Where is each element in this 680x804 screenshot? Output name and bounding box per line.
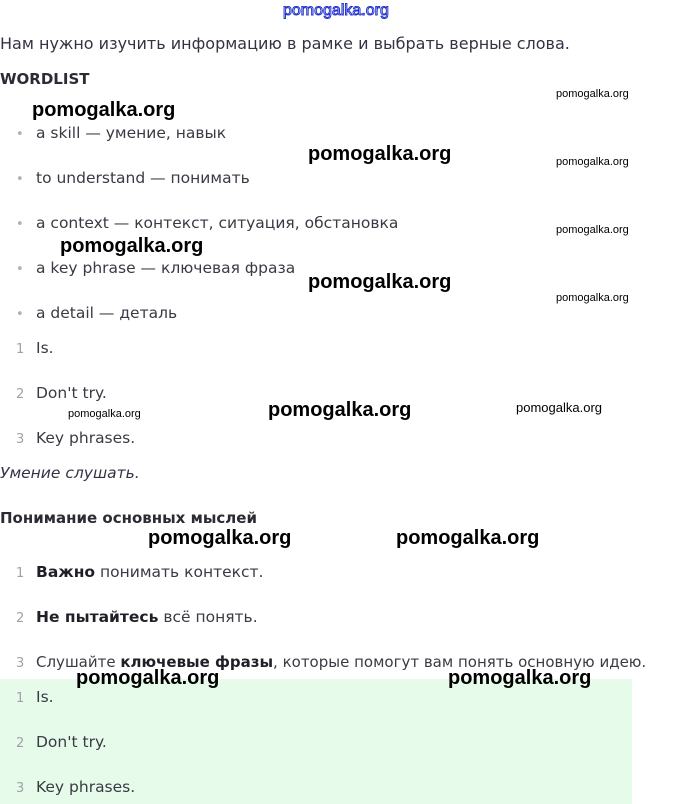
main-idea-item — [16, 608, 258, 626]
bullet-icon: • — [16, 307, 24, 322]
watermark-top: pomogalka.org — [283, 2, 389, 19]
wordlist-item — [16, 259, 295, 277]
watermark: pomogalka.org — [308, 271, 452, 293]
highlighted-answer-item — [16, 778, 135, 796]
bullet-icon: • — [16, 172, 24, 187]
wordlist-item — [16, 169, 250, 187]
item-number: 1 — [16, 566, 25, 581]
highlighted-answer-item — [16, 733, 107, 751]
watermark: pomogalka.org — [76, 667, 220, 689]
wordlist-item-text: a detail — деталь — [36, 304, 178, 322]
watermark: pomogalka.org — [308, 143, 452, 165]
watermark: pomogalka.org — [448, 667, 592, 689]
answer-text: Key phrases. — [36, 429, 136, 447]
intro-text: Нам нужно изучить информацию в рамке и выбрать верные слова. — [0, 34, 570, 53]
answer-number: 1 — [16, 342, 25, 357]
item-rest: всё понять. — [158, 608, 258, 626]
watermark: pomogalka.org — [556, 224, 629, 236]
item-rest: , которые помогут вам понять основную идею. — [273, 653, 647, 671]
watermark: pomogalka.org — [60, 235, 204, 257]
wordlist-item-text: a context — контекст, ситуация, обстановка — [36, 214, 399, 232]
watermark: pomogalka.org — [396, 527, 540, 549]
bullet-icon: • — [16, 127, 24, 142]
item-bold: Не пытайтесь — [36, 608, 159, 626]
answer-item — [16, 384, 107, 402]
main-idea-item — [16, 563, 263, 581]
watermark: pomogalka.org — [516, 400, 602, 415]
answer-text: Key phrases. — [36, 778, 136, 796]
wordlist-item — [16, 304, 177, 322]
wordlist-item-text: a key phrase — ключевая фраза — [36, 259, 296, 277]
bullet-icon: • — [16, 262, 24, 277]
answer-text: Don't try. — [36, 733, 107, 751]
watermark: pomogalka.org — [556, 156, 629, 168]
watermark: pomogalka.org — [268, 399, 412, 421]
answer-number: 2 — [16, 387, 25, 402]
watermark: pomogalka.org — [68, 408, 141, 420]
answer-number: 3 — [16, 432, 25, 447]
answer-number: 1 — [16, 691, 25, 706]
answer-number: 3 — [16, 781, 25, 796]
item-pre: Слушайте — [36, 653, 121, 671]
wordlist-item — [16, 214, 398, 232]
highlighted-answer-item — [16, 688, 54, 706]
answer-text: Is. — [36, 688, 54, 706]
watermark: pomogalka.org — [556, 88, 629, 100]
watermark: pomogalka.org — [32, 99, 176, 121]
item-rest: понимать контекст. — [95, 563, 264, 581]
item-bold: ключевые фразы — [120, 653, 274, 671]
item-number: 2 — [16, 611, 25, 626]
wordlist-item-text: to understand — понимать — [36, 169, 250, 187]
answer-text: Don't try. — [36, 384, 107, 402]
listening-skill-title: Умение слушать. — [0, 464, 140, 482]
watermark: pomogalka.org — [148, 527, 292, 549]
main-ideas-title: Понимание основных мыслей — [0, 509, 257, 527]
watermark: pomogalka.org — [556, 292, 629, 304]
bullet-icon: • — [16, 217, 24, 232]
wordlist-heading: WORDLIST — [0, 70, 90, 88]
answer-item — [16, 429, 135, 447]
item-bold: Важно — [36, 563, 96, 581]
item-number: 3 — [16, 656, 25, 671]
answer-text: Is. — [36, 339, 54, 357]
wordlist-item — [16, 124, 226, 142]
wordlist-item-text: a skill — умение, навык — [36, 124, 227, 142]
answer-item — [16, 339, 54, 357]
answer-number: 2 — [16, 736, 25, 751]
